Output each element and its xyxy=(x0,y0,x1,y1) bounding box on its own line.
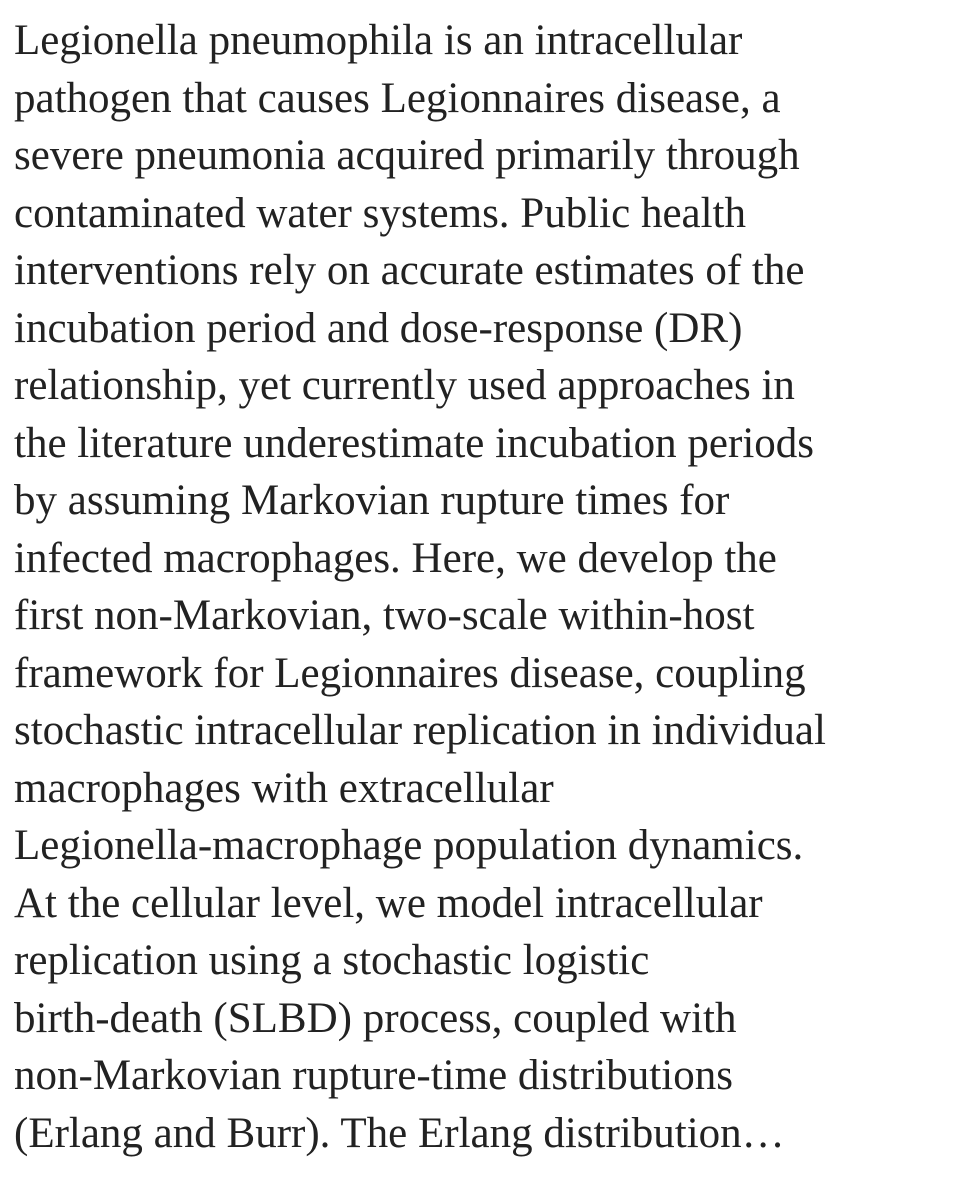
text-line: birth-death (SLBD) process, coupled with xyxy=(14,994,737,1042)
text-line: pathogen that causes Legionnaires disease, a xyxy=(14,74,781,122)
abstract-text xyxy=(14,12,944,1162)
text-line: framework for Legionnaires disease, coupling xyxy=(14,649,806,697)
text-line: (Erlang and Burr). The Erlang distribution… xyxy=(14,1109,785,1157)
text-line: by assuming Markovian rupture times for xyxy=(14,477,730,524)
text-line: macrophages with extracellular xyxy=(14,764,554,812)
text-line: Legionella-macrophage population dynamics. xyxy=(14,822,804,869)
text-line: relationship, yet currently used approaches in xyxy=(14,362,795,409)
text-line: non-Markovian rupture-time distributions xyxy=(14,1052,733,1099)
text-line: stochastic intracellular replication in individual xyxy=(14,707,826,754)
text-line: contaminated water systems. Public health xyxy=(14,189,747,237)
text-line: severe pneumonia acquired primarily through xyxy=(14,132,800,179)
text-line: interventions rely on accurate estimates of the xyxy=(14,247,805,294)
text-line: first non-Markovian, two-scale within-host xyxy=(14,592,755,639)
text-line: incubation period and dose-response (DR) xyxy=(14,304,743,352)
text-line: Legionella pneumophila is an intracellular xyxy=(14,17,743,64)
text-line: At the cellular level, we model intracellular xyxy=(14,879,763,927)
text-line: infected macrophages. Here, we develop the xyxy=(14,534,777,582)
text-line: replication using a stochastic logistic xyxy=(14,937,650,984)
text-line: the literature underestimate incubation periods xyxy=(14,419,814,467)
